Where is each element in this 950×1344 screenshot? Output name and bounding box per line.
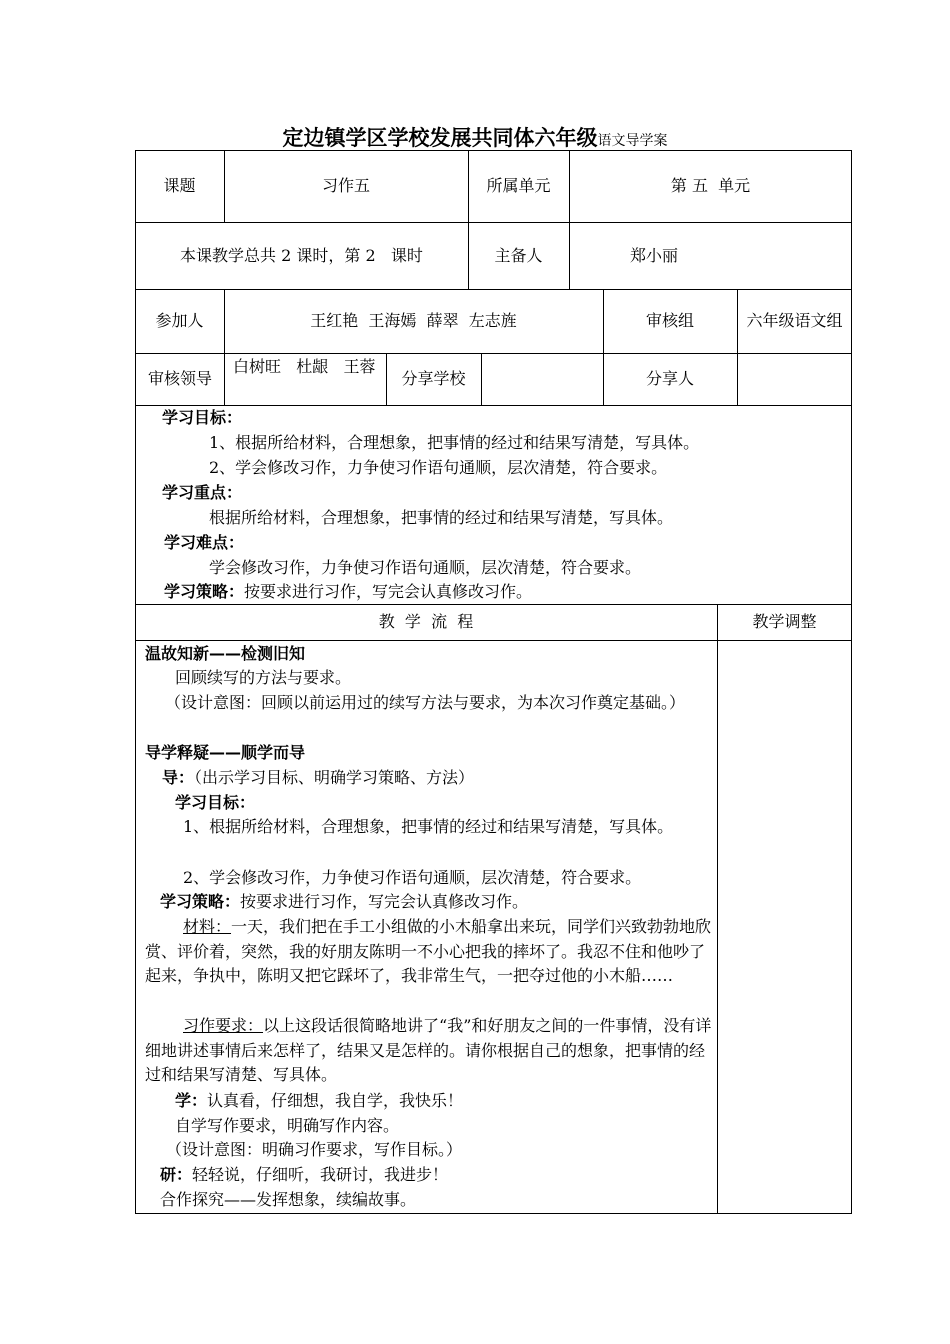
guide-line: 导：（出示学习目标、明确学习策略、方法） [162,768,475,787]
preparer-label: 主备人 [494,245,543,265]
flow-goal-title: 学习目标： [175,793,256,812]
material-paragraph: 材料：一天，我们把在手工小组做的小木船拿出来玩，同学们兴致勃勃地欣赏、评价着，突然，我的好朋友陈明一不小心把我的摔坏了。我忍不住和他吵了起来，争执中，陈明又把它踩坏了，我非常生气，一把夺过他的小木船…… [145,917,712,986]
goal-title: 学习目标： [162,408,243,427]
share-school-value [481,353,603,405]
unit-value: 第 五 单元 [670,176,751,195]
page-title: 定边镇学区学校发展共同体六年级语文导学案 [282,126,668,150]
goal-2: 2、学会修改习作，力争使习作语句通顺，层次清楚，符合要求。 [209,458,668,477]
self-study-line: 学：认真看，仔细想，我自学，我快乐！ [175,1091,464,1110]
flow-goal-1: 1、根据所给材料，合理想象，把事情的经过和结果写清楚，写具体。 [183,817,674,836]
section-guide-title: 导学释疑——顺学而导 [145,743,306,762]
flow-strategy-line: 学习策略：按要求进行习作，写完会认真修改习作。 [160,892,529,911]
preparer-value: 郑小丽 [629,245,678,265]
lesson-value: 习作五 [321,176,370,195]
share-school-label: 分享学校 [401,369,466,388]
key-title: 学习重点： [162,483,243,502]
lesson-label: 课题 [163,176,196,195]
goal-1: 1、根据所给材料，合理想象，把事情的经过和结果写清楚，写具体。 [209,433,700,452]
adjust-header: 教学调整 [752,612,817,631]
strategy-line: 学习策略：按要求进行习作，写完会认真修改习作。 [164,582,533,601]
review-group-value: 六年级语文组 [746,311,843,330]
lesson-hours: 本课教学总共 2 课时，第 2 课时 [180,245,423,265]
leader-label: 审核领导 [147,369,212,388]
unit-label: 所属单元 [486,176,551,195]
research-line-2: 合作探究——发挥想象，续编故事。 [160,1190,417,1209]
difficulty-text: 学会修改习作，力争使习作语句通顺，层次清楚，符合要求。 [209,558,642,577]
self-study-design-intent: （设计意图：明确习作要求，写作目标。） [166,1140,463,1159]
review-design-intent: （设计意图：回顾以前运用过的续写方法与要求，为本次习作奠定基础。） [165,693,686,712]
review-group-label: 审核组 [645,311,694,330]
difficulty-title: 学习难点： [164,533,245,552]
leader-value: 白树旺 杜龈 王蓉 [233,357,376,376]
flow-header: 教 学 流 程 [378,612,474,631]
section-review-title: 温故知新——检测旧知 [145,644,306,663]
share-person-value [737,353,852,405]
share-person-label: 分享人 [645,369,694,388]
flow-goal-2: 2、学会修改习作，力争使习作语句通顺，层次清楚，符合要求。 [183,868,642,887]
participants-value: 王红艳 王海嫣 薛翠 左志旌 [310,311,517,330]
key-text: 根据所给材料，合理想象，把事情的经过和结果写清楚，写具体。 [209,508,674,527]
review-line-1: 回顾续写的方法与要求。 [175,668,352,687]
participants-label: 参加人 [155,311,204,330]
self-study-line-2: 自学写作要求，明确写作内容。 [175,1116,400,1135]
requirement-paragraph: 习作要求：以上这段话很简略地讲了“我”和好朋友之间的一件事情，没有详细地讲述事情后来怎样了，结果又是怎样的。请你根据自己的想象，把事情的经过和结果写清楚、写具体。 [145,1016,712,1085]
research-line: 研：轻轻说，仔细听，我研讨，我进步！ [160,1165,449,1184]
